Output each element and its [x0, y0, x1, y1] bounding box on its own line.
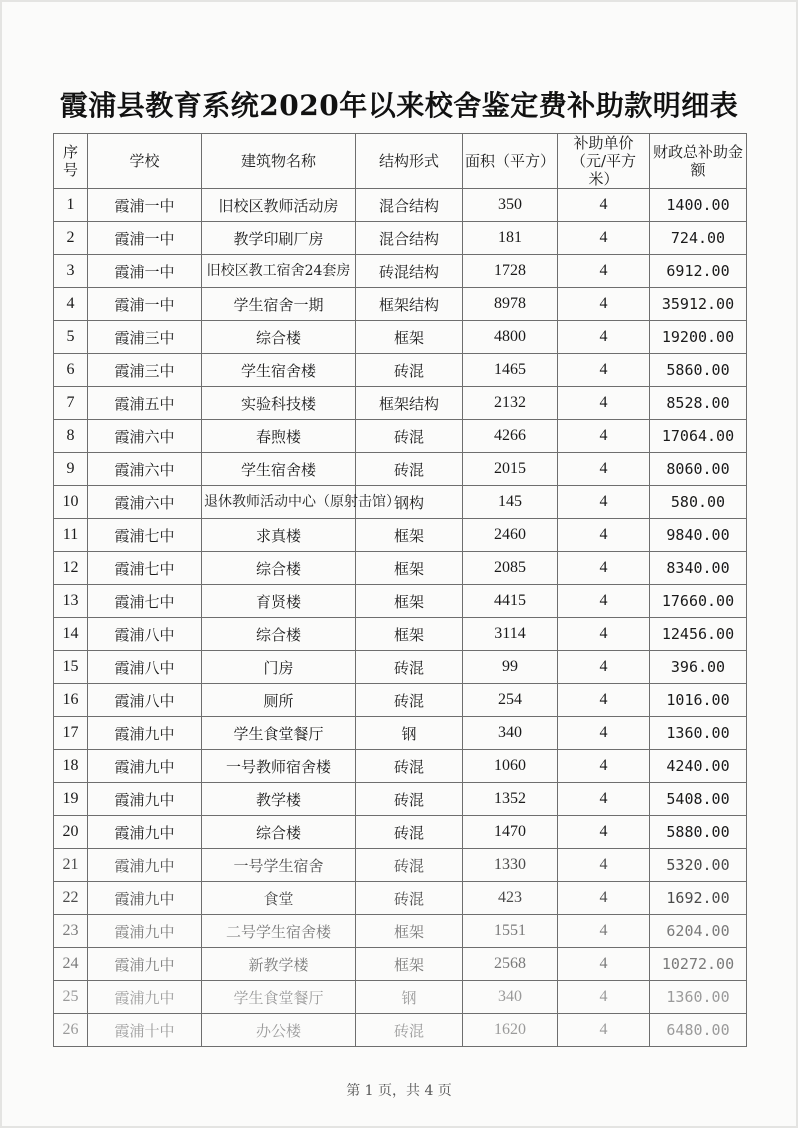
cell-amount: 8528.00 [650, 387, 747, 420]
table-row [54, 684, 747, 717]
cell-area: 181 [463, 222, 558, 255]
cell-area: 4415 [463, 585, 558, 618]
cell-structure: 框架 [356, 618, 463, 651]
cell-school: 霞浦九中 [88, 915, 202, 948]
cell-amount: 17064.00 [650, 420, 747, 453]
cell-structure: 砖混 [356, 651, 463, 684]
cell-structure: 框架结构 [356, 288, 463, 321]
cell-school: 霞浦六中 [88, 453, 202, 486]
cell-structure: 框架 [356, 321, 463, 354]
cell-structure: 钢 [356, 981, 463, 1014]
cell-building: 食堂 [202, 882, 356, 915]
cell-school: 霞浦九中 [88, 981, 202, 1014]
cell-amount: 6480.00 [650, 1014, 747, 1047]
cell-school: 霞浦六中 [88, 420, 202, 453]
table-row [54, 222, 747, 255]
cell-building: 实验科技楼 [202, 387, 356, 420]
document-title: 霞浦县教育系统2020年以来校舍鉴定费补助款明细表 [59, 89, 739, 122]
table-row [54, 882, 747, 915]
cell-structure: 砖混 [356, 816, 463, 849]
cell-school: 霞浦五中 [88, 387, 202, 420]
table-row [54, 651, 747, 684]
cell-area: 340 [463, 981, 558, 1014]
header-building: 建筑物名称 [202, 134, 356, 189]
cell-building: 教学印刷厂房 [202, 222, 356, 255]
cell-school: 霞浦八中 [88, 618, 202, 651]
cell-amount: 396.00 [650, 651, 747, 684]
cell-area: 145 [463, 486, 558, 519]
cell-index: 22 [54, 882, 88, 915]
cell-amount: 5408.00 [650, 783, 747, 816]
cell-school: 霞浦九中 [88, 882, 202, 915]
cell-index: 23 [54, 915, 88, 948]
cell-amount: 8060.00 [650, 453, 747, 486]
cell-structure: 混合结构 [356, 189, 463, 222]
cell-school: 霞浦一中 [88, 189, 202, 222]
cell-unit-price: 4 [558, 750, 650, 783]
cell-school: 霞浦八中 [88, 684, 202, 717]
cell-unit-price: 4 [558, 981, 650, 1014]
cell-amount: 5880.00 [650, 816, 747, 849]
table-row [54, 189, 747, 222]
cell-amount: 19200.00 [650, 321, 747, 354]
cell-index: 17 [54, 717, 88, 750]
cell-unit-price: 4 [558, 717, 650, 750]
cell-structure: 框架 [356, 519, 463, 552]
cell-building: 综合楼 [202, 618, 356, 651]
cell-structure: 混合结构 [356, 222, 463, 255]
header-structure: 结构形式 [356, 134, 463, 189]
cell-area: 4266 [463, 420, 558, 453]
cell-area: 1352 [463, 783, 558, 816]
table-row [54, 486, 747, 519]
cell-school: 霞浦十中 [88, 1014, 202, 1047]
cell-area: 2568 [463, 948, 558, 981]
cell-building: 一号学生宿舍 [202, 849, 356, 882]
cell-amount: 1692.00 [650, 882, 747, 915]
cell-structure: 框架 [356, 948, 463, 981]
cell-index: 4 [54, 288, 88, 321]
cell-building: 门房 [202, 651, 356, 684]
table-row [54, 387, 747, 420]
cell-area: 1470 [463, 816, 558, 849]
subsidy-table [53, 133, 747, 1047]
cell-structure: 砖混 [356, 783, 463, 816]
cell-building: 新教学楼 [202, 948, 356, 981]
cell-building: 旧校区教工宿舍24套房 [202, 255, 356, 288]
cell-unit-price: 4 [558, 222, 650, 255]
cell-area: 2132 [463, 387, 558, 420]
cell-school: 霞浦三中 [88, 321, 202, 354]
cell-school: 霞浦七中 [88, 585, 202, 618]
cell-school: 霞浦七中 [88, 519, 202, 552]
cell-area: 4800 [463, 321, 558, 354]
cell-unit-price: 4 [558, 585, 650, 618]
cell-unit-price: 4 [558, 849, 650, 882]
cell-building: 学生宿舍楼 [202, 453, 356, 486]
cell-unit-price: 4 [558, 387, 650, 420]
cell-area: 350 [463, 189, 558, 222]
cell-area: 1465 [463, 354, 558, 387]
table-row [54, 948, 747, 981]
cell-structure: 砖混 [356, 849, 463, 882]
table-row [54, 783, 747, 816]
cell-index: 24 [54, 948, 88, 981]
cell-unit-price: 4 [558, 354, 650, 387]
page-footer: 第 1 页，共 4 页 [346, 1083, 452, 1099]
cell-building: 厕所 [202, 684, 356, 717]
cell-amount: 580.00 [650, 486, 747, 519]
cell-amount: 1360.00 [650, 981, 747, 1014]
cell-unit-price: 4 [558, 783, 650, 816]
cell-index: 1 [54, 189, 88, 222]
cell-unit-price: 4 [558, 948, 650, 981]
cell-index: 21 [54, 849, 88, 882]
cell-area: 3114 [463, 618, 558, 651]
cell-school: 霞浦七中 [88, 552, 202, 585]
cell-unit-price: 4 [558, 816, 650, 849]
cell-unit-price: 4 [558, 1014, 650, 1047]
cell-structure: 钢构 [356, 486, 463, 519]
cell-building: 学生宿舍一期 [202, 288, 356, 321]
cell-index: 11 [54, 519, 88, 552]
cell-building: 综合楼 [202, 321, 356, 354]
cell-area: 1060 [463, 750, 558, 783]
cell-school: 霞浦九中 [88, 816, 202, 849]
cell-index: 3 [54, 255, 88, 288]
cell-building: 综合楼 [202, 816, 356, 849]
cell-unit-price: 4 [558, 255, 650, 288]
cell-amount: 1360.00 [650, 717, 747, 750]
cell-structure: 砖混 [356, 750, 463, 783]
cell-structure: 砖混 [356, 882, 463, 915]
cell-building: 一号教师宿舍楼 [202, 750, 356, 783]
cell-unit-price: 4 [558, 519, 650, 552]
cell-index: 14 [54, 618, 88, 651]
cell-school: 霞浦九中 [88, 783, 202, 816]
cell-index: 7 [54, 387, 88, 420]
cell-structure: 砖混 [356, 1014, 463, 1047]
cell-building: 求真楼 [202, 519, 356, 552]
cell-building: 旧校区教师活动房 [202, 189, 356, 222]
cell-amount: 1400.00 [650, 189, 747, 222]
cell-area: 1551 [463, 915, 558, 948]
cell-area: 99 [463, 651, 558, 684]
cell-index: 18 [54, 750, 88, 783]
cell-unit-price: 4 [558, 915, 650, 948]
table-row [54, 420, 747, 453]
cell-area: 254 [463, 684, 558, 717]
cell-unit-price: 4 [558, 486, 650, 519]
cell-school: 霞浦九中 [88, 750, 202, 783]
cell-index: 9 [54, 453, 88, 486]
cell-structure: 框架 [356, 915, 463, 948]
cell-index: 10 [54, 486, 88, 519]
cell-building: 学生食堂餐厅 [202, 981, 356, 1014]
cell-area: 340 [463, 717, 558, 750]
table-row [54, 717, 747, 750]
cell-building: 退休教师活动中心（原射击馆） [202, 486, 356, 519]
cell-index: 16 [54, 684, 88, 717]
cell-amount: 6912.00 [650, 255, 747, 288]
cell-index: 6 [54, 354, 88, 387]
cell-building: 学生宿舍楼 [202, 354, 356, 387]
table-row [54, 255, 747, 288]
cell-index: 15 [54, 651, 88, 684]
cell-amount: 5320.00 [650, 849, 747, 882]
cell-school: 霞浦九中 [88, 849, 202, 882]
cell-school: 霞浦九中 [88, 948, 202, 981]
cell-structure: 钢 [356, 717, 463, 750]
cell-index: 13 [54, 585, 88, 618]
cell-building: 综合楼 [202, 552, 356, 585]
cell-building: 教学楼 [202, 783, 356, 816]
header-area: 面积（平方） [463, 134, 558, 189]
cell-area: 1620 [463, 1014, 558, 1047]
table-row [54, 585, 747, 618]
cell-unit-price: 4 [558, 288, 650, 321]
table-body [54, 189, 747, 1047]
cell-index: 25 [54, 981, 88, 1014]
cell-amount: 6204.00 [650, 915, 747, 948]
cell-amount: 35912.00 [650, 288, 747, 321]
cell-amount: 724.00 [650, 222, 747, 255]
cell-index: 19 [54, 783, 88, 816]
cell-structure: 砖混 [356, 420, 463, 453]
cell-structure: 砖混 [356, 453, 463, 486]
header-unit-price: 补助单价（元/平方米） [558, 134, 650, 189]
cell-unit-price: 4 [558, 882, 650, 915]
cell-unit-price: 4 [558, 651, 650, 684]
cell-area: 2460 [463, 519, 558, 552]
table-row [54, 618, 747, 651]
table-row [54, 1014, 747, 1047]
cell-building: 二号学生宿舍楼 [202, 915, 356, 948]
table-row [54, 354, 747, 387]
cell-area: 1330 [463, 849, 558, 882]
cell-amount: 12456.00 [650, 618, 747, 651]
cell-structure: 砖混 [356, 684, 463, 717]
cell-area: 423 [463, 882, 558, 915]
cell-amount: 8340.00 [650, 552, 747, 585]
cell-index: 20 [54, 816, 88, 849]
cell-building: 办公楼 [202, 1014, 356, 1047]
header-school: 学校 [88, 134, 202, 189]
cell-amount: 4240.00 [650, 750, 747, 783]
cell-school: 霞浦三中 [88, 354, 202, 387]
cell-unit-price: 4 [558, 420, 650, 453]
table-row [54, 915, 747, 948]
cell-school: 霞浦一中 [88, 255, 202, 288]
table-row [54, 321, 747, 354]
table-row [54, 519, 747, 552]
cell-structure: 砖混 [356, 354, 463, 387]
cell-index: 8 [54, 420, 88, 453]
cell-school: 霞浦六中 [88, 486, 202, 519]
cell-unit-price: 4 [558, 189, 650, 222]
cell-unit-price: 4 [558, 618, 650, 651]
cell-structure: 砖混结构 [356, 255, 463, 288]
cell-area: 2085 [463, 552, 558, 585]
cell-index: 5 [54, 321, 88, 354]
cell-amount: 17660.00 [650, 585, 747, 618]
cell-structure: 框架 [356, 585, 463, 618]
cell-building: 春煦楼 [202, 420, 356, 453]
cell-unit-price: 4 [558, 453, 650, 486]
cell-index: 26 [54, 1014, 88, 1047]
table-row [54, 981, 747, 1014]
cell-building: 学生食堂餐厅 [202, 717, 356, 750]
cell-amount: 10272.00 [650, 948, 747, 981]
table-row [54, 552, 747, 585]
cell-area: 2015 [463, 453, 558, 486]
cell-unit-price: 4 [558, 321, 650, 354]
cell-amount: 9840.00 [650, 519, 747, 552]
cell-amount: 5860.00 [650, 354, 747, 387]
table-row [54, 288, 747, 321]
cell-unit-price: 4 [558, 552, 650, 585]
cell-amount: 1016.00 [650, 684, 747, 717]
cell-index: 12 [54, 552, 88, 585]
header-total-amount: 财政总补助金额 [650, 134, 747, 189]
cell-structure: 框架结构 [356, 387, 463, 420]
cell-index: 2 [54, 222, 88, 255]
table-row [54, 453, 747, 486]
cell-building: 育贤楼 [202, 585, 356, 618]
cell-structure: 框架 [356, 552, 463, 585]
cell-unit-price: 4 [558, 684, 650, 717]
cell-area: 8978 [463, 288, 558, 321]
cell-school: 霞浦八中 [88, 651, 202, 684]
table-row [54, 816, 747, 849]
table-row [54, 750, 747, 783]
table-header-row [54, 134, 747, 189]
header-index: 序号 [54, 134, 88, 189]
document-page [2, 2, 796, 1126]
cell-school: 霞浦一中 [88, 222, 202, 255]
cell-school: 霞浦一中 [88, 288, 202, 321]
cell-school: 霞浦九中 [88, 717, 202, 750]
table-row [54, 849, 747, 882]
cell-area: 1728 [463, 255, 558, 288]
